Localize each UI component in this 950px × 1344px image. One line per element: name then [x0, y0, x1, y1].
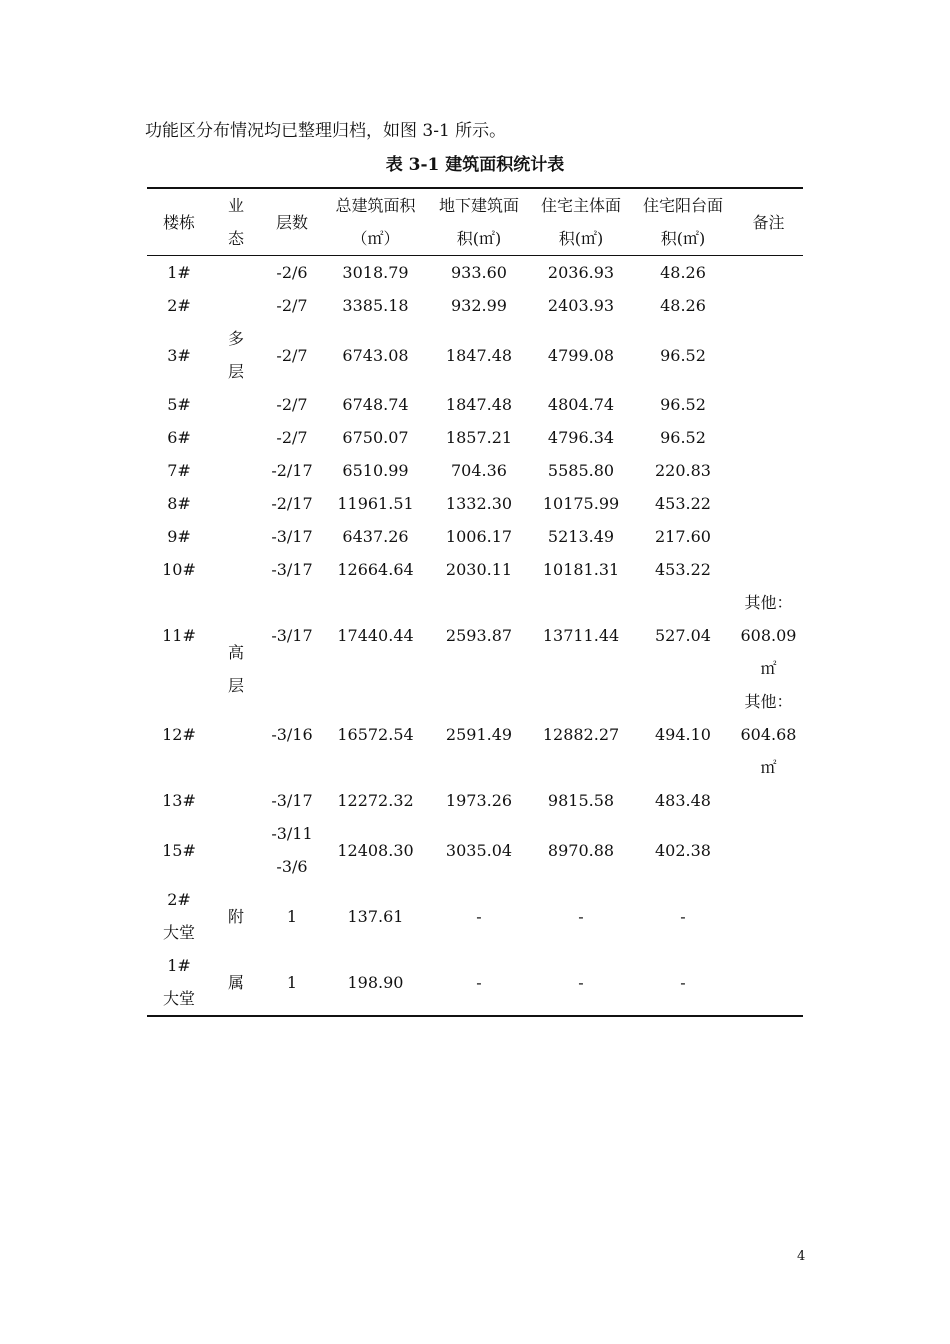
floors-line-1: -3/11 — [271, 824, 313, 843]
cell-total: 6748.74 — [342, 395, 409, 414]
cell-resid: 13711.44 — [542, 626, 620, 645]
cell-total: 6743.08 — [342, 345, 409, 365]
cell-building: 9# — [167, 527, 191, 546]
header-note: 备注 — [752, 212, 785, 232]
cell-floors: -3/17 — [271, 527, 313, 546]
cell-resid: - — [578, 972, 584, 992]
cell-category-high: 高层 — [227, 642, 244, 695]
cell-under: 933.60 — [451, 263, 507, 282]
cell-building: 7# — [167, 461, 191, 480]
cell-balcony: 453.22 — [655, 494, 711, 513]
cell-resid: 9815.58 — [547, 791, 615, 810]
cell-balcony: - — [680, 972, 686, 992]
cell-resid: 4799.08 — [547, 345, 615, 365]
table-caption: 表 3-1 建筑面积统计表 — [385, 155, 565, 175]
cell-total: 16572.54 — [337, 725, 414, 744]
cell-resid: 12882.27 — [542, 725, 620, 744]
cell-under: 1332.30 — [445, 494, 513, 513]
cell-note — [734, 553, 803, 586]
table-row — [147, 256, 803, 290]
cell-balcony: 96.52 — [660, 345, 706, 365]
cell-total: 12408.30 — [337, 840, 414, 860]
cell-note — [734, 256, 803, 290]
header-total-area: 总建筑面积（㎡） — [335, 196, 416, 248]
cell-resid: 5585.80 — [547, 461, 615, 480]
header-building: 楼栋 — [162, 212, 195, 232]
cell-floors: -2/7 — [276, 395, 308, 414]
cell-note: 其他：604.68㎡ — [740, 692, 797, 777]
cell-total: 6750.07 — [342, 428, 409, 447]
cell-resid: 10175.99 — [542, 494, 620, 513]
cell-floors: -2/17 — [271, 461, 313, 480]
cell-total: 12664.64 — [337, 560, 414, 579]
cell-resid: 2403.93 — [547, 296, 615, 315]
page-number: 4 — [797, 1249, 806, 1264]
header-category: 业态 — [227, 196, 244, 248]
table-header-row — [147, 188, 803, 256]
cell-category-annex: 附 — [227, 906, 244, 926]
cell-floors: -2/6 — [276, 263, 308, 282]
cell-balcony: 494.10 — [655, 725, 711, 744]
cell-balcony: 453.22 — [655, 560, 711, 579]
cell-resid: - — [578, 906, 584, 926]
cell-total: 12272.32 — [337, 791, 414, 810]
cell-resid: 4804.74 — [547, 395, 615, 414]
cell-resid: 5213.49 — [547, 527, 615, 546]
cell-building: 2# — [167, 296, 191, 315]
cell-floors: 1 — [286, 972, 298, 992]
cell-under: 1857.21 — [445, 428, 513, 447]
cell-floors: -2/7 — [276, 345, 308, 365]
cell-floors: -3/16 — [271, 725, 313, 744]
cell-under: - — [476, 972, 482, 992]
cell-under: 1006.17 — [445, 527, 513, 546]
cell-building: 8# — [167, 494, 191, 513]
header-floors: 层数 — [275, 212, 308, 232]
header-balcony-area: 住宅阳台面积(㎡) — [643, 196, 724, 248]
cell-balcony: 217.60 — [655, 527, 711, 546]
cell-balcony: 96.52 — [660, 428, 706, 447]
cell-under: 932.99 — [451, 296, 507, 315]
cell-category-multi: 多层 — [227, 329, 244, 381]
cell-under: - — [476, 906, 482, 926]
cell-building: 12# — [162, 725, 196, 744]
cell-resid: 4796.34 — [547, 428, 615, 447]
cell-note: 其他：608.09㎡ — [740, 593, 797, 678]
cell-under: 3035.04 — [445, 840, 513, 860]
header-residential-area: 住宅主体面积(㎡) — [541, 196, 622, 248]
cell-note — [734, 883, 803, 949]
cell-building: 1#大堂 — [162, 956, 195, 1008]
cell-building: 11# — [162, 626, 196, 645]
cell-resid: 10181.31 — [542, 560, 620, 579]
cell-building: 13# — [162, 791, 196, 810]
cell-under: 1847.48 — [445, 395, 513, 414]
cell-floors: -3/17 — [271, 791, 313, 810]
cell-balcony: 220.83 — [655, 461, 711, 480]
cell-under: 1847.48 — [445, 345, 513, 365]
cell-balcony: 48.26 — [660, 263, 706, 282]
cell-building: 1# — [167, 263, 191, 282]
cell-under: 2591.49 — [445, 725, 513, 744]
cell-building: 2#大堂 — [162, 890, 195, 942]
cell-balcony: 48.26 — [660, 296, 706, 315]
cell-total: 3385.18 — [342, 296, 409, 315]
cell-under: 2030.11 — [445, 560, 513, 579]
cell-building: 10# — [162, 560, 196, 579]
cell-note — [734, 487, 803, 520]
cell-note — [734, 949, 803, 1016]
cell-resid: 2036.93 — [547, 263, 615, 282]
cell-balcony: 483.48 — [655, 791, 711, 810]
floors-line-2: -3/6 — [276, 857, 308, 876]
cell-floors — [261, 817, 323, 883]
cell-balcony: 96.52 — [660, 395, 706, 414]
cell-floors: -3/17 — [271, 626, 313, 645]
cell-floors: -2/7 — [276, 428, 308, 447]
cell-resid: 8970.88 — [547, 840, 615, 860]
cell-total: 17440.44 — [337, 626, 414, 645]
header-underground-area: 地下建筑面积(㎡) — [439, 196, 520, 248]
cell-floors: -2/7 — [276, 296, 308, 315]
cell-total: 6437.26 — [342, 527, 409, 546]
cell-balcony: 402.38 — [655, 840, 711, 860]
cell-note — [734, 520, 803, 553]
building-area-table — [147, 187, 803, 1017]
table-row — [147, 883, 803, 949]
cell-note — [734, 388, 803, 421]
cell-total: 3018.79 — [342, 263, 409, 282]
table-row — [147, 949, 803, 1016]
cell-note — [734, 421, 803, 454]
cell-building: 3# — [167, 345, 191, 365]
cell-total: 198.90 — [347, 972, 404, 992]
cell-under: 704.36 — [451, 461, 507, 480]
cell-floors: 1 — [286, 906, 298, 926]
cell-floors: -3/17 — [271, 560, 313, 579]
cell-note — [734, 322, 803, 388]
cell-building: 5# — [167, 395, 191, 414]
cell-note — [734, 784, 803, 817]
intro-paragraph: 功能区分布情况均已整理归档，如图 3-1 所示。 — [145, 121, 507, 141]
cell-total: 6510.99 — [342, 461, 409, 480]
cell-building: 6# — [167, 428, 191, 447]
cell-note — [734, 289, 803, 322]
cell-note — [734, 454, 803, 487]
cell-floors: -2/17 — [271, 494, 313, 513]
table-row — [147, 454, 803, 487]
cell-note — [734, 817, 803, 883]
cell-total: 137.61 — [347, 906, 404, 926]
cell-balcony: 527.04 — [655, 626, 711, 645]
cell-under: 2593.87 — [445, 626, 513, 645]
cell-under: 1973.26 — [445, 791, 513, 810]
cell-balcony: - — [680, 906, 686, 926]
cell-building: 15# — [162, 840, 196, 860]
cell-category-annex: 属 — [227, 972, 244, 992]
cell-total: 11961.51 — [337, 494, 414, 513]
